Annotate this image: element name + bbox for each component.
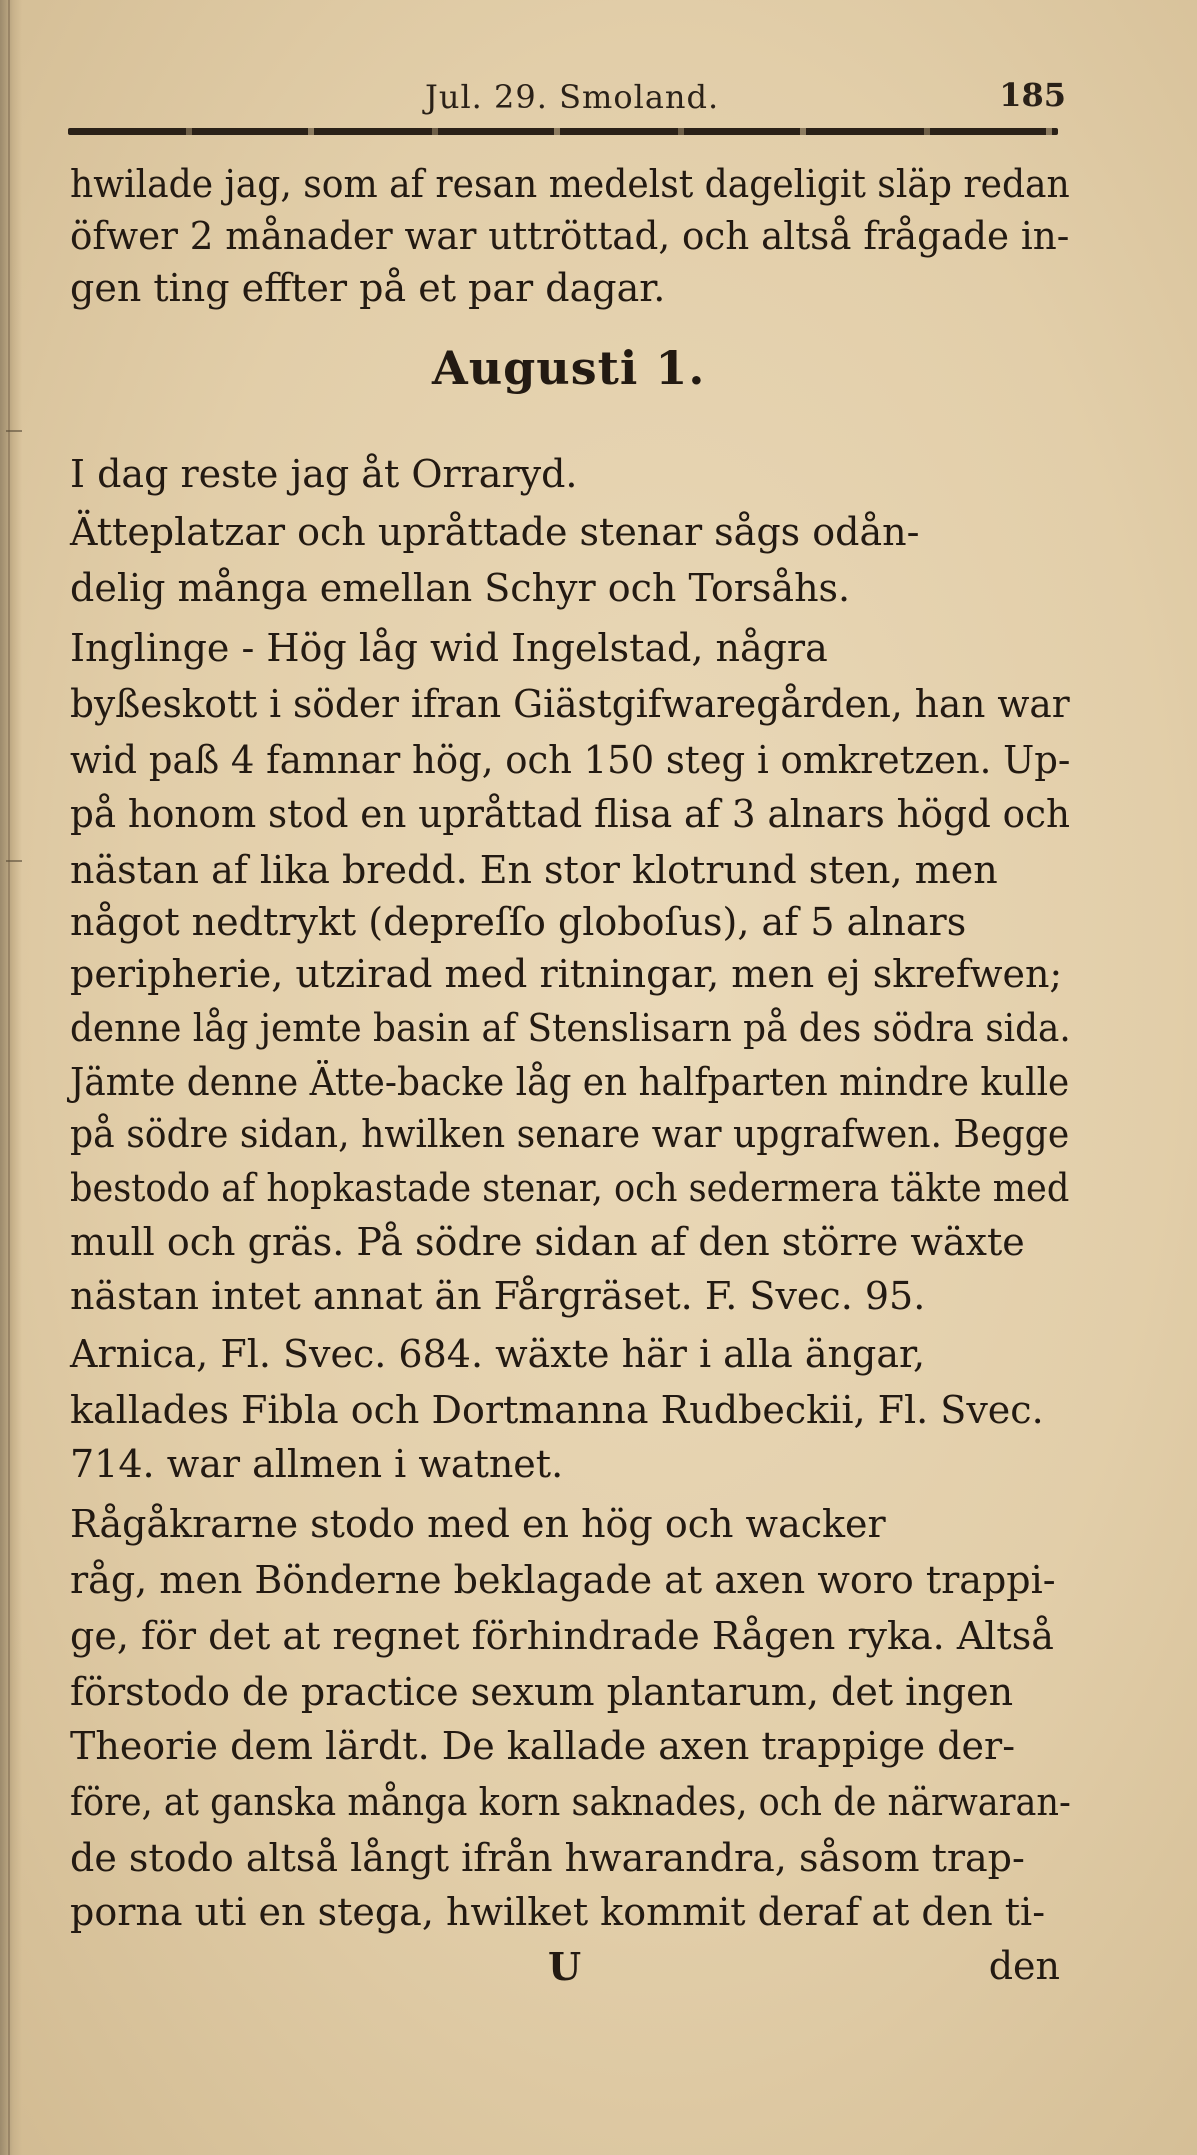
page-footer xyxy=(70,1944,1060,1989)
text-line: wid paß 4 famnar hög, och 150 steg i omkretzen. Up- xyxy=(70,738,1071,782)
text-line: kallades Fibla och Dortmanna Rudbeckii, Fl. Svec. xyxy=(70,1388,1044,1432)
text-line: öfwer 2 månader war uttröttad, och altså frågade in- xyxy=(70,214,1070,258)
text-line: på honom stod en upråttad flisa af 3 alnars högd och xyxy=(70,792,1071,836)
signature-mark: U xyxy=(548,1944,582,1989)
text-line: nästan intet annat än Fårgräset. F. Svec. 95. xyxy=(70,1274,926,1318)
text-line: Arnica, Fl. Svec. 684. wäxte här i alla ängar, xyxy=(70,1332,926,1376)
text-line: förstodo de practice sexum plantarum, det ingen xyxy=(70,1670,1014,1714)
text-line: råg, men Bönderne beklagade at axen woro trappi- xyxy=(70,1558,1056,1602)
text-line: porna uti en stega, hwilket kommit deraf at den ti- xyxy=(70,1890,1046,1934)
text-line: de stodo altså långt ifrån hwarandra, såsom trap- xyxy=(70,1836,1025,1880)
text-line: byßeskott i söder ifran Giästgifwaregården, han war xyxy=(70,682,1070,726)
text-line: bestodo af hopkastade stenar, och sedermera täkte med xyxy=(70,1166,1070,1210)
binding-mark xyxy=(6,430,22,432)
text-line: Rågåkrarne stodo med en hög och wacker xyxy=(70,1502,886,1546)
text-line: före, at ganska många korn saknades, och de närwaran- xyxy=(70,1780,1071,1824)
text-line: nästan af lika bredd. En stor klotrund sten, men xyxy=(70,848,998,892)
text-line: Inglinge - Hög låg wid Ingelstad, några xyxy=(70,626,828,670)
text-line: på södre sidan, hwilken senare war upgrafwen. Begge xyxy=(70,1112,1070,1156)
text-line: något nedtrykt (depreſſo globoſus), af 5 alnars xyxy=(70,900,967,944)
text-line: Theorie dem lärdt. De kallade axen trappige der- xyxy=(70,1724,1016,1768)
text-line: I dag reste jag åt Orraryd. xyxy=(70,452,578,496)
binding-fold xyxy=(8,0,10,2155)
text-line: denne låg jemte basin af Stenslisarn på des södra sida. xyxy=(70,1006,1071,1050)
text-line: peripherie, utzirad med ritningar, men ej skrefwen; xyxy=(70,952,1063,996)
text-line: delig många emellan Schyr och Torsåhs. xyxy=(70,566,851,610)
text-line: mull och gräs. På södre sidan af den större wäxte xyxy=(70,1220,1025,1264)
text-line: Jämte denne Ätte-backe låg en halfparten mindre kulle xyxy=(70,1060,1070,1104)
text-line: hwilade jag, som af resan medelst dageligit släp redan xyxy=(70,162,1070,206)
text-line: gen ting effter på et par dagar. xyxy=(70,266,666,310)
text-line: ge, för det at regnet förhindrade Rågen ryka. Altså xyxy=(70,1614,1054,1658)
gutter-shadow xyxy=(0,0,22,2155)
text-line: 714. war allmen i watnet. xyxy=(70,1442,564,1486)
page-header xyxy=(60,72,1066,122)
binding-mark xyxy=(6,860,22,862)
page-number: 185 xyxy=(999,76,1066,114)
header-rule xyxy=(68,128,1058,135)
date-heading: Augusti 1. xyxy=(432,341,706,395)
text-line: Ätteplatzar och upråttade stenar sågs odån- xyxy=(70,510,920,554)
running-title: Jul. 29. Smoland. xyxy=(425,78,720,116)
catchword: den xyxy=(988,1944,1060,1988)
